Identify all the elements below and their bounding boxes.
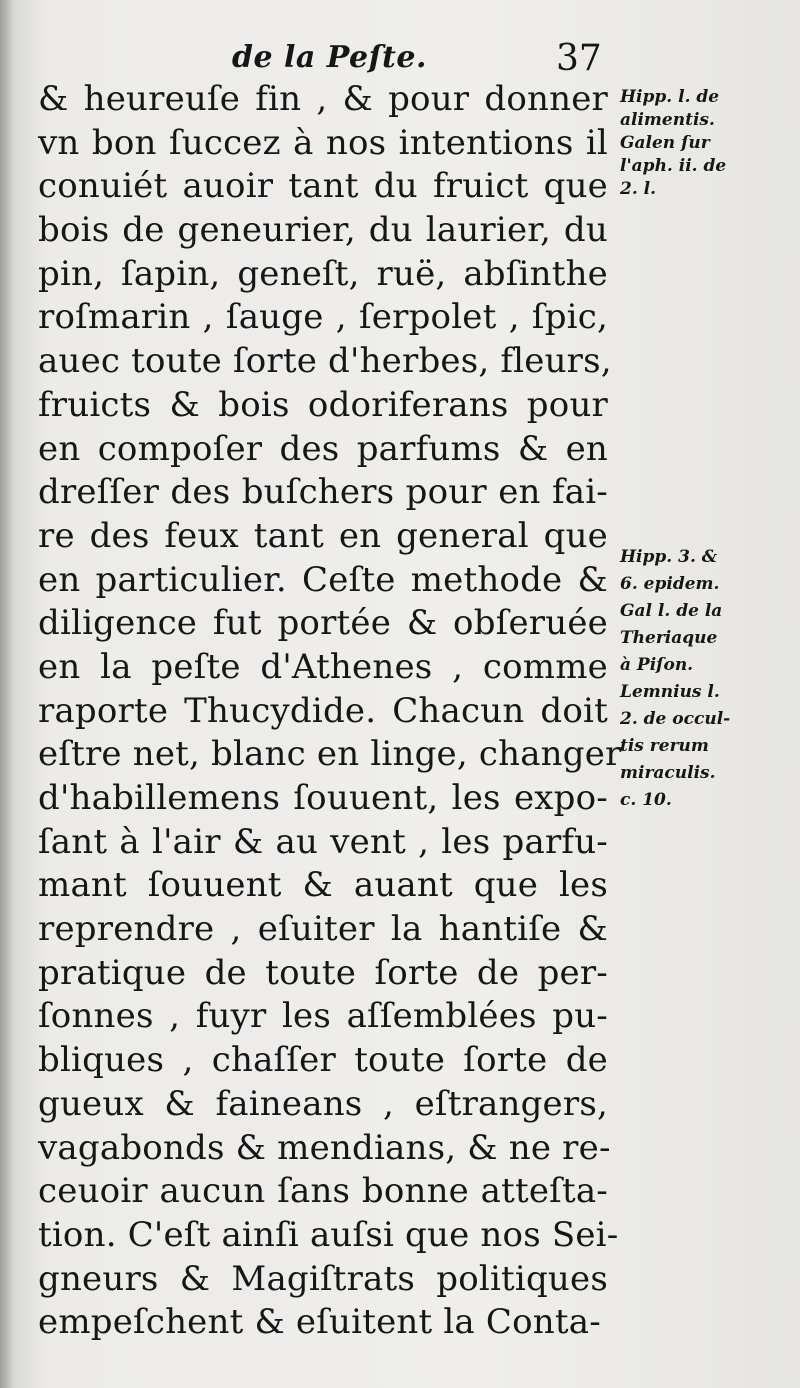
text-line: gueux & faineans , eſtrangers,	[38, 1083, 608, 1124]
text-line: pratique de toute ſorte de per-	[38, 952, 608, 993]
marginal-note-line: Hipp. 3. &	[620, 547, 718, 567]
text-line: en la peſte d'Athenes , comme	[38, 646, 608, 687]
text-line: auec toute ſorte d'herbes, fleurs,	[38, 341, 612, 382]
marginal-note-line: à Piſon.	[620, 655, 694, 675]
marginal-note-line: Theriaque	[620, 628, 718, 648]
text-line: & heureuſe fin , & pour donner	[38, 79, 608, 119]
text-line: dreſſer des buſchers pour en fai-	[38, 472, 608, 513]
text-line: en compoſer des parfums & en	[38, 428, 608, 469]
text-line: vn bon ſuccez à nos intentions il	[38, 122, 608, 163]
marginal-note-line: Galen ſur	[620, 133, 710, 153]
marginal-note-citation	[620, 544, 730, 814]
text-line: vagabonds & mendians, & ne re-	[38, 1127, 611, 1168]
marginal-note-line: miraculis.	[620, 763, 716, 783]
text-line: diligence fut portée & obſeruée	[38, 603, 608, 644]
marginal-note-line: l'aph. ii. de	[620, 156, 727, 176]
text-line: ceuoir aucun ſans bonne atteſta-	[38, 1171, 608, 1212]
marginal-note-line: Gal l. de la	[620, 601, 723, 621]
text-line: gneurs & Magiſtrats politiques	[38, 1258, 608, 1299]
text-line: roſmarin , ſauge , ſerpolet , ſpic,	[38, 297, 608, 338]
text-line: bliques , chaſſer toute ſorte de	[38, 1040, 608, 1081]
marginal-note-line: alimentis.	[620, 110, 715, 130]
page-number: 37	[556, 38, 602, 79]
marginal-note-line: Hipp. l. de	[620, 87, 720, 107]
text-line: empeſchent & eſuitent la Conta-	[38, 1302, 601, 1343]
text-line: fruicts & bois odoriferans pour	[38, 384, 608, 425]
text-line: mant ſouuent & auant que les	[38, 865, 608, 906]
main-text-block	[38, 78, 622, 1345]
text-line: raporte Thucydide. Chacun doit	[38, 690, 608, 731]
text-line: bois de geneurier, du laurier, du	[38, 210, 608, 251]
marginal-note-citation	[620, 86, 726, 201]
text-line: pin, ſapin, geneſt, ruë, abſinthe	[38, 253, 608, 294]
marginal-note-line: 2. l.	[620, 179, 657, 199]
text-line: conuiét auoir tant du fruict que	[38, 166, 608, 207]
running-title: de la Peſte.	[232, 40, 427, 75]
text-line: eſtre net, blanc en linge, changer	[38, 734, 622, 775]
text-line: tion. C'eſt ainſi auſsi que nos Sei-	[38, 1214, 619, 1255]
text-line: reprendre , eſuiter la hantiſe &	[38, 909, 608, 950]
marginal-note-line: c. 10.	[620, 790, 672, 810]
marginal-note-line: tis rerum	[620, 736, 709, 756]
text-line: d'habillemens ſouuent, les expo-	[38, 778, 608, 818]
text-line: ſant à l'air & au vent , les parfu-	[38, 821, 608, 862]
text-line: en particulier. Ceſte methode &	[38, 559, 608, 600]
marginal-note-line: Lemnius l.	[620, 682, 720, 702]
text-line: re des feux tant en general que	[38, 515, 608, 556]
marginal-note-line: 6. epidem.	[620, 574, 720, 594]
marginal-note-line: 2. de occul-	[620, 709, 731, 729]
text-line: ſonnes , fuyr les aſſemblées pu-	[38, 996, 608, 1037]
page-gutter-shadow	[0, 0, 14, 1388]
